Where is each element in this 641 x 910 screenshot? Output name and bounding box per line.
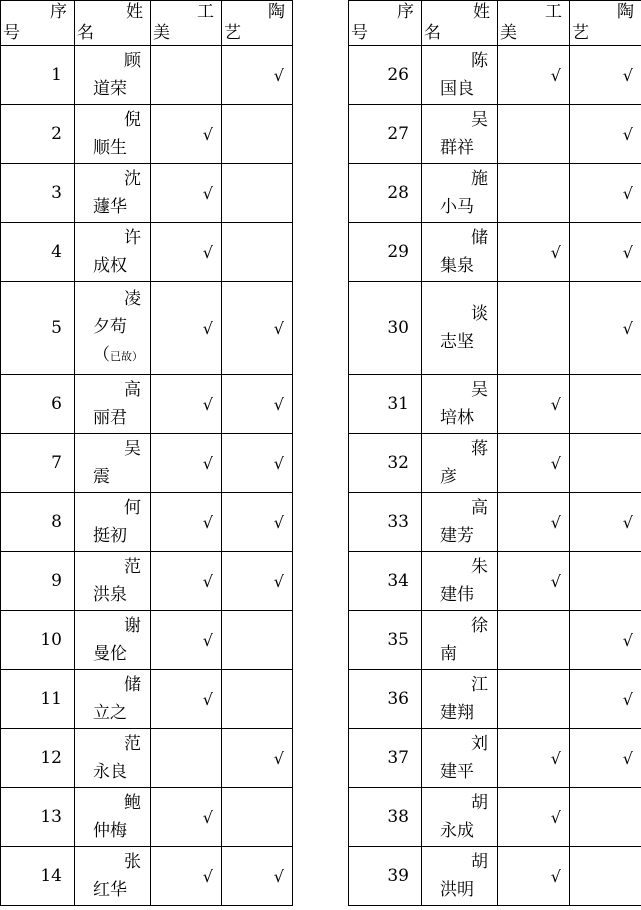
header-seq: 序 号 [1,1,75,46]
person-name [422,611,498,670]
table-row [1,611,293,670]
pottery-check-cell [222,788,293,847]
table-row [1,223,293,282]
row-number: 14 [1,847,75,906]
surname: 鲍 [124,793,141,813]
surname: 范 [124,734,141,754]
given-name: 永良 [93,762,127,782]
row-number: 9 [1,552,75,611]
table-row [1,434,293,493]
row-number: 30 [349,282,422,375]
craft-check-cell [151,434,222,493]
check-mark-icon: √ [202,394,213,414]
row-number: 10 [1,611,75,670]
pottery-check-cell [222,223,293,282]
given-name: 南 [440,644,457,664]
pottery-check-cell [570,46,641,105]
row-number: 38 [349,788,422,847]
row-number: 39 [349,847,422,906]
person-name [422,788,498,847]
craft-check-cell [151,611,222,670]
person-name [75,552,151,611]
given-name: 志坚 [440,332,474,352]
pottery-check-cell [222,729,293,788]
person-name [422,729,498,788]
table-row [349,729,641,788]
surname: 顾 [124,51,141,71]
person-name [75,847,151,906]
surname: 朱 [471,557,488,577]
craft-check-cell [151,46,222,105]
craft-check-cell [151,282,222,375]
pottery-check-cell [570,847,641,906]
table-row [1,375,293,434]
surname: 高 [124,380,141,400]
table-row [1,493,293,552]
pottery-check-cell [570,729,641,788]
pottery-check-cell [570,105,641,164]
given-name: 挺初 [93,526,127,546]
craft-check-cell [151,847,222,906]
table-row [349,611,641,670]
person-name [422,670,498,729]
given-name: 彦 [440,467,457,487]
pottery-check-cell [222,282,293,375]
pottery-check-cell [570,223,641,282]
given-name: 永成 [440,821,474,841]
person-name [422,164,498,223]
surname: 高 [471,498,488,518]
person-name [422,493,498,552]
person-name [75,375,151,434]
craft-check-cell [498,164,570,223]
row-number: 7 [1,434,75,493]
check-mark-icon: √ [622,318,633,338]
header-craft: 工 美 [151,1,222,46]
table-row [349,493,641,552]
craft-check-cell [151,729,222,788]
craft-check-cell [498,46,570,105]
person-name [75,788,151,847]
person-name [75,611,151,670]
pottery-check-cell [222,375,293,434]
table-row [349,375,641,434]
given-name: 曼伦 [93,644,127,664]
pottery-check-cell [222,552,293,611]
table-row [349,670,641,729]
check-mark-icon: √ [273,512,284,532]
pottery-check-cell [222,46,293,105]
craft-check-cell [498,375,570,434]
pottery-check-cell [222,434,293,493]
check-mark-icon: √ [202,318,213,338]
person-name [422,847,498,906]
row-number: 3 [1,164,75,223]
row-number: 1 [1,46,75,105]
check-mark-icon: √ [622,748,633,768]
craft-check-cell [151,375,222,434]
row-number: 31 [349,375,422,434]
check-mark-icon: √ [622,512,633,532]
craft-check-cell [498,552,570,611]
roster-table-right [348,0,641,906]
row-number: 5 [1,282,75,375]
person-name [75,105,151,164]
person-name [422,223,498,282]
table-row [349,282,641,375]
surname: 徐 [471,616,488,636]
table-row [349,788,641,847]
given-name: 建平 [440,762,474,782]
person-name [75,164,151,223]
person-name [75,729,151,788]
craft-check-cell [498,847,570,906]
table-row [1,105,293,164]
table-row [1,670,293,729]
check-mark-icon: √ [622,183,633,203]
surname: 范 [124,557,141,577]
surname: 胡 [471,793,488,813]
table-row [1,847,293,906]
table-row [1,788,293,847]
check-mark-icon: √ [273,318,284,338]
given-name: 成权 [93,256,127,276]
craft-check-cell [151,105,222,164]
given-name: 仲梅 [93,821,127,841]
surname: 陈 [471,51,488,71]
table-row [1,164,293,223]
row-number: 4 [1,223,75,282]
header-name: 姓 名 [75,1,151,46]
check-mark-icon: √ [202,571,213,591]
check-mark-icon: √ [622,65,633,85]
check-mark-icon: √ [273,748,284,768]
header-craft: 工 美 [498,1,570,46]
craft-check-cell [151,788,222,847]
table-row [349,552,641,611]
given-name: 立之 [93,703,127,723]
check-mark-icon: √ [550,866,561,886]
surname: 许 [124,228,141,248]
pottery-check-cell [222,493,293,552]
surname: 谈 [471,304,488,324]
check-mark-icon: √ [622,630,633,650]
surname: 凌 [124,289,141,309]
given-name: 小马 [440,197,474,217]
check-mark-icon: √ [202,183,213,203]
row-number: 29 [349,223,422,282]
row-number: 13 [1,788,75,847]
craft-check-cell [498,434,570,493]
row-number: 12 [1,729,75,788]
header-name: 姓 名 [422,1,498,46]
pottery-check-cell [570,788,641,847]
craft-check-cell [498,282,570,375]
check-mark-icon: √ [550,807,561,827]
craft-check-cell [498,105,570,164]
given-name: 集泉 [440,256,474,276]
check-mark-icon: √ [550,65,561,85]
check-mark-icon: √ [622,242,633,262]
row-number: 26 [349,46,422,105]
craft-check-cell [151,670,222,729]
surname: 张 [124,852,141,872]
header-pottery: 陶 艺 [570,1,641,46]
given-name: 道荣 [93,79,127,99]
given-name: 群祥 [440,138,474,158]
person-name [75,46,151,105]
person-name [422,434,498,493]
given-name: 建翔 [440,703,474,723]
table-row [1,729,293,788]
craft-check-cell [498,729,570,788]
pottery-check-cell [570,611,641,670]
roster-table-left [0,0,293,906]
craft-check-cell [151,223,222,282]
surname: 谢 [124,616,141,636]
surname: 沈 [124,169,141,189]
person-name [422,282,498,375]
person-name [422,375,498,434]
pottery-check-cell [222,847,293,906]
surname: 蒋 [471,439,488,459]
given-name: 洪泉 [93,585,127,605]
table-row [349,223,641,282]
table-row [349,46,641,105]
row-number: 6 [1,375,75,434]
row-number: 33 [349,493,422,552]
check-mark-icon: √ [273,65,284,85]
pottery-check-cell [570,493,641,552]
given-name: 蘧华 [93,197,127,217]
craft-check-cell [498,493,570,552]
check-mark-icon: √ [202,242,213,262]
check-mark-icon: √ [202,689,213,709]
surname: 吴 [471,110,488,130]
pottery-check-cell [570,670,641,729]
surname: 江 [471,675,488,695]
given-name: 洪明 [440,880,474,900]
given-name: 震 [93,467,110,487]
craft-check-cell [151,164,222,223]
surname: 吴 [471,380,488,400]
given-name: 顺生 [93,138,127,158]
surname: 储 [124,675,141,695]
header-pottery: 陶 艺 [222,1,293,46]
surname: 倪 [124,110,141,130]
person-name [422,105,498,164]
pottery-check-cell [570,282,641,375]
check-mark-icon: √ [273,453,284,473]
check-mark-icon: √ [273,571,284,591]
check-mark-icon: √ [202,630,213,650]
given-name: 红华 [93,880,127,900]
table-row [349,105,641,164]
surname: 施 [471,169,488,189]
check-mark-icon: √ [550,394,561,414]
check-mark-icon: √ [273,866,284,886]
craft-check-cell [498,611,570,670]
given-name: 夕苟 [93,317,127,337]
check-mark-icon: √ [202,807,213,827]
surname: 胡 [471,852,488,872]
check-mark-icon: √ [550,571,561,591]
check-mark-icon: √ [550,748,561,768]
surname: 刘 [471,734,488,754]
table-row [349,847,641,906]
row-number: 11 [1,670,75,729]
row-number: 27 [349,105,422,164]
row-number: 28 [349,164,422,223]
surname: 何 [124,498,141,518]
table-row [349,434,641,493]
row-number: 34 [349,552,422,611]
person-name [75,670,151,729]
table-row [1,552,293,611]
check-mark-icon: √ [550,512,561,532]
person-name [422,552,498,611]
table-row [349,164,641,223]
deceased-note: （已故） [93,345,143,365]
check-mark-icon: √ [202,453,213,473]
header-row [1,1,293,46]
pottery-check-cell [570,552,641,611]
surname: 吴 [124,439,141,459]
row-number: 37 [349,729,422,788]
table-row [1,46,293,105]
check-mark-icon: √ [622,124,633,144]
person-name [75,223,151,282]
pottery-check-cell [570,164,641,223]
pottery-check-cell [222,670,293,729]
check-mark-icon: √ [202,124,213,144]
given-name: 建伟 [440,585,474,605]
check-mark-icon: √ [622,689,633,709]
row-number: 36 [349,670,422,729]
person-name [75,282,151,375]
craft-check-cell [498,788,570,847]
given-name: 培林 [440,408,474,428]
craft-check-cell [498,223,570,282]
person-name [422,46,498,105]
person-name [75,434,151,493]
pottery-check-cell [222,164,293,223]
pottery-check-cell [570,375,641,434]
given-name: 丽君 [93,408,127,428]
row-number: 2 [1,105,75,164]
check-mark-icon: √ [273,394,284,414]
check-mark-icon: √ [550,242,561,262]
table-row [1,282,293,375]
given-name: 国良 [440,79,474,99]
check-mark-icon: √ [202,866,213,886]
person-name [75,493,151,552]
row-number: 35 [349,611,422,670]
header-row [349,1,641,46]
craft-check-cell [151,493,222,552]
header-seq: 序 号 [349,1,422,46]
given-name: 建芳 [440,526,474,546]
row-number: 8 [1,493,75,552]
craft-check-cell [151,552,222,611]
pottery-check-cell [222,105,293,164]
craft-check-cell [498,670,570,729]
row-number: 32 [349,434,422,493]
surname: 储 [471,228,488,248]
check-mark-icon: √ [550,453,561,473]
pottery-check-cell [222,611,293,670]
check-mark-icon: √ [202,512,213,532]
pottery-check-cell [570,434,641,493]
